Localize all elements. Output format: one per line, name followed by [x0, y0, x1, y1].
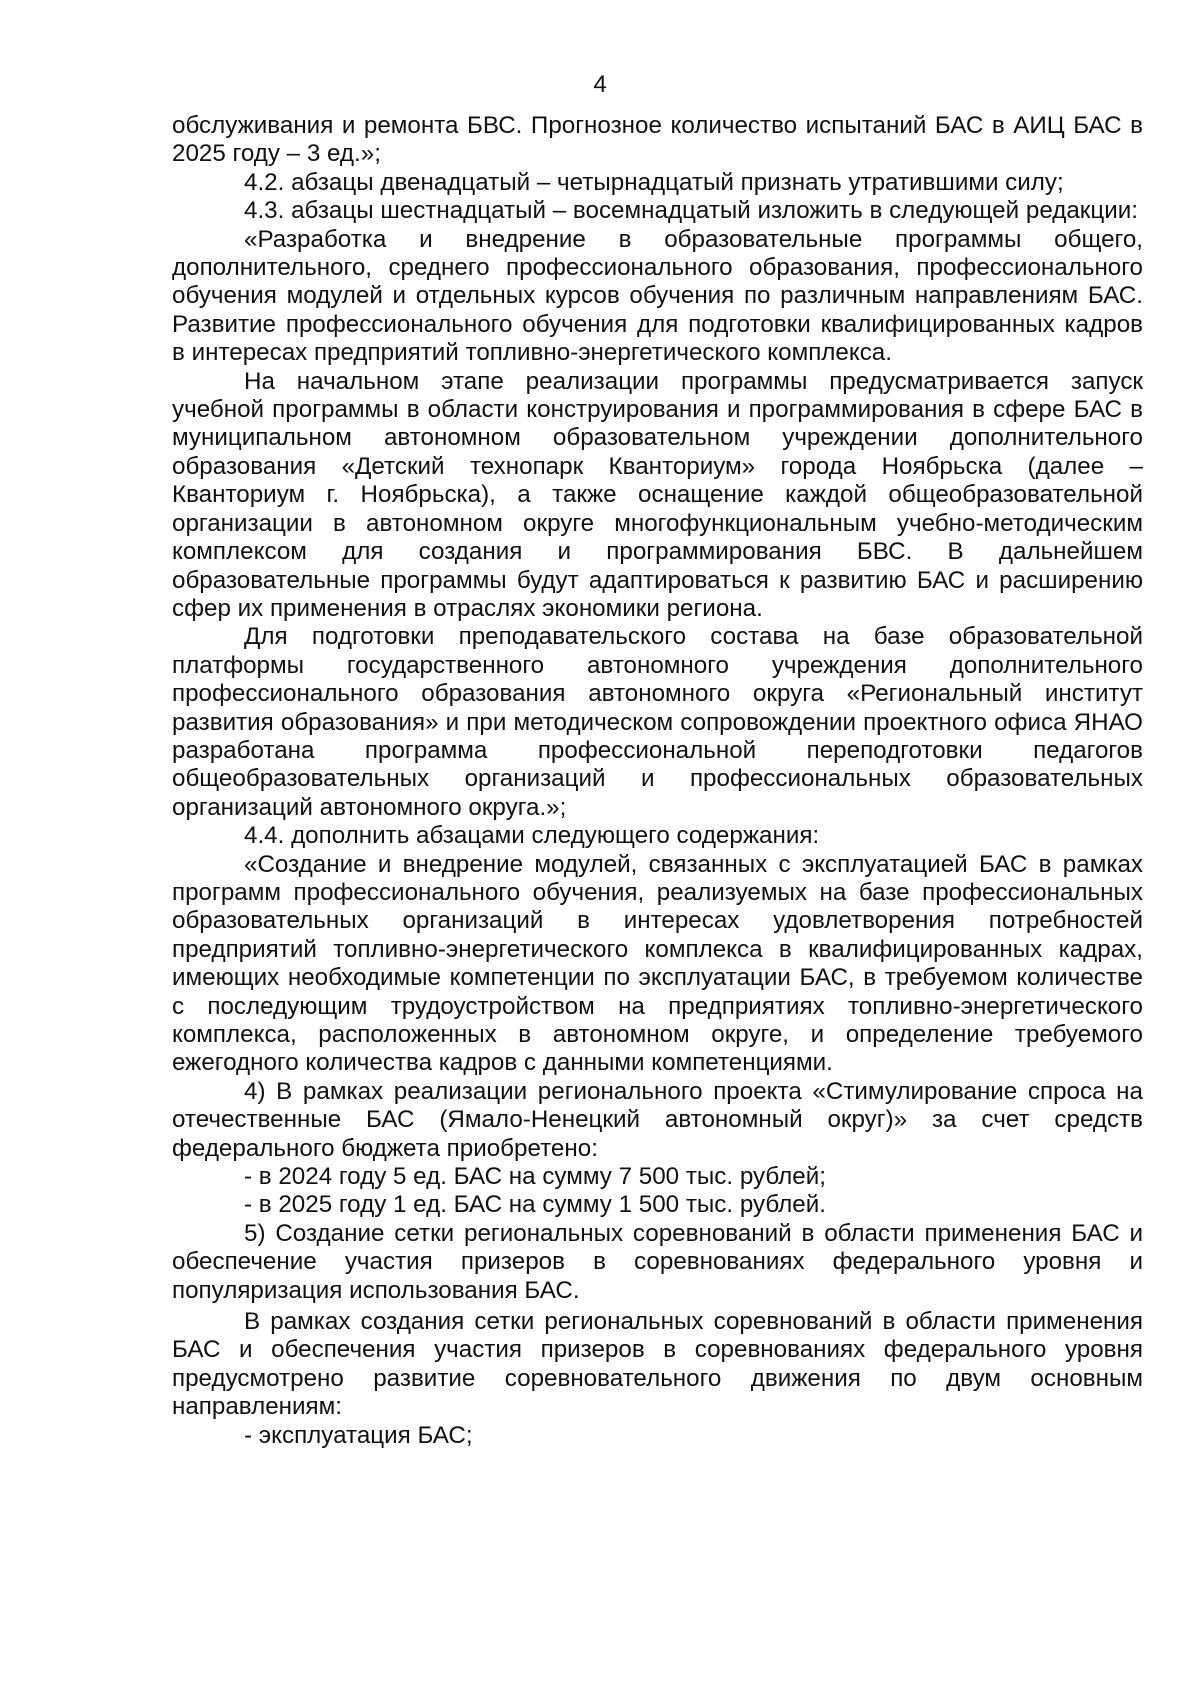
paragraph-item-4: 4) В рамках реализации регионального проекта «Стимулирование спроса на отечественные БАС (Ямало-Ненецкий автономный округ)» за счет средств федерального бюджета приобретено:	[172, 1077, 1143, 1162]
paragraph-competitions: В рамках создания сетки региональных соревнований в области применения БАС и обеспечения участия призеров в соревнованиях федерального уровня предусмотрено развитие соревновательного движения по двум основным направлениям:	[172, 1308, 1143, 1421]
paragraph-initial-stage: На начальном этапе реализации программы предусматривается запуск учебной программы в области конструирования и программирования в сфере БАС в муниципальном автономном образовательном учреждении дополнительного образования «Детский технопарк Кванториум» города Ноябрьска (далее – Кванториум г. Ноябрьска), а также оснащение каждой общеобразовательной организации в автономном округе многофункциональным учебно-методическим комплексом для создания и программирования БВС. В дальнейшем образовательные программы будут адаптироваться к развитию БАС и расширению сфер их применения в отраслях экономики региона.	[172, 367, 1143, 622]
paragraph-teacher-training: Для подготовки преподавательского состава на базе образовательной платформы государственного автономного учреждения дополнительного профессионального образования автономного округа «Региональный институт развития образования» и при методическом сопровождении проектного офиса ЯНАО разработана программа профессиональной переподготовки педагогов общеобразовательных организаций и профессиональных образовательных организаций автономного округа.»;	[172, 623, 1143, 821]
paragraph-item-5: 5) Создание сетки региональных соревнований в области применения БАС и обеспечение участия призеров в соревнованиях федерального уровня и популяризация использования БАС.	[172, 1219, 1143, 1304]
page-number: 4	[593, 71, 607, 98]
paragraph-4-3: 4.3. абзацы шестнадцатый – восемнадцатый изложить в следующей редакции:	[244, 197, 1138, 225]
list-item-2025: - в 2025 году 1 ед. БАС на сумму 1 500 тыс. рублей.	[244, 1191, 826, 1219]
paragraph-quote-modules: «Создание и внедрение модулей, связанных с эксплуатацией БАС в рамках программ профессионального обучения, реализуемых на базе профессиональных образовательных организаций в интересах удовлетворения потребностей предприятий топливно-энергетического комплекса в квалифицированных кадрах, имеющих необходимые компетенции по эксплуатации БАС, в требуемом количестве с последующим трудоустройством на предприятиях топливно-энергетического комплекса, расположенных в автономном округе, и определение требуемого ежегодного количества кадров с данными компетенциями.	[172, 850, 1143, 1077]
paragraph-4-2: 4.2. абзацы двенадцатый – четырнадцатый признать утратившими силу;	[244, 168, 1064, 196]
paragraph-4-4: 4.4. дополнить абзацами следующего содержания:	[244, 822, 820, 850]
paragraph-quote-development: «Разработка и внедрение в образовательные программы общего, дополнительного, среднего профессионального образования, профессионального обучения модулей и отдельных курсов обучения по различным направлениям БАС. Развитие профессионального обучения для подготовки квалифицированных кадров в интересах предприятий топливно-энергетического комплекса.	[172, 225, 1143, 367]
list-item-operation: - эксплуатация БАС;	[244, 1421, 473, 1449]
document-body	[172, 112, 1143, 1450]
list-item-2024: - в 2024 году 5 ед. БАС на сумму 7 500 тыс. рублей;	[244, 1163, 826, 1191]
paragraph-continuation: обслуживания и ремонта БВС. Прогнозное количество испытаний БАС в АИЦ БАС в 2025 году – 3 ед.»;	[172, 112, 1143, 168]
